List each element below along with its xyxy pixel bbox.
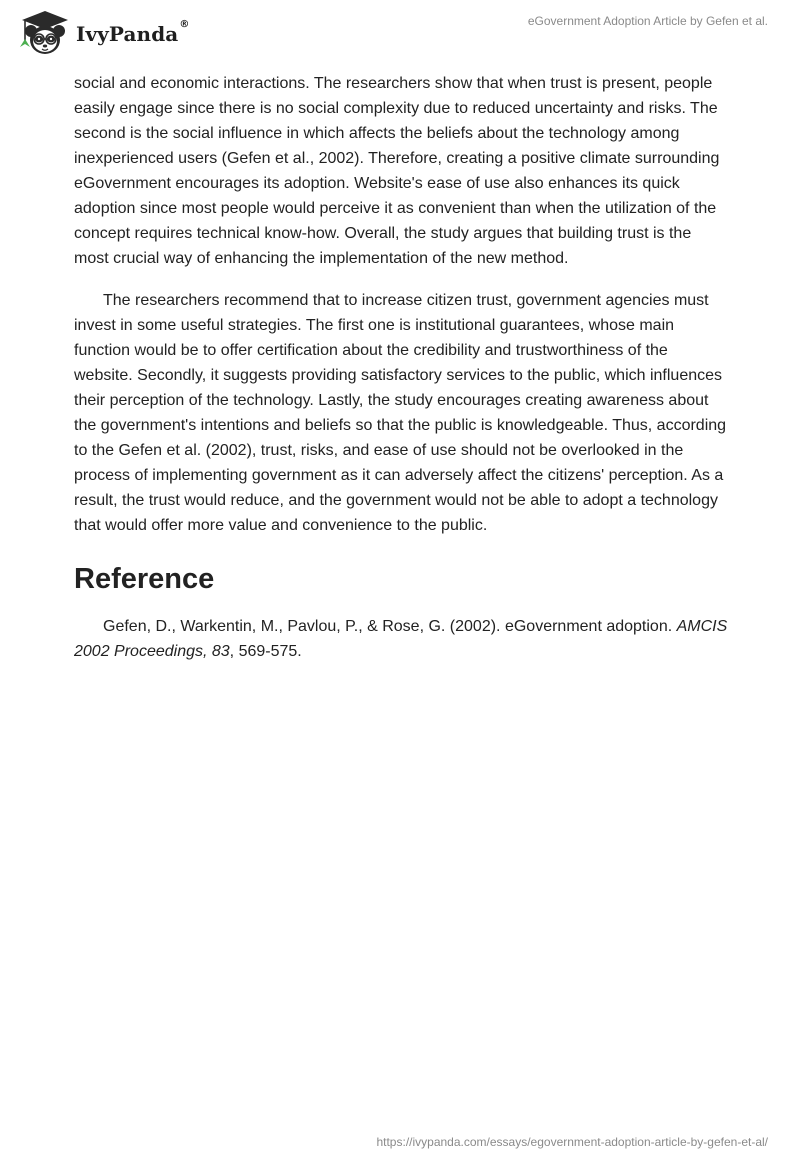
reference-entry <box>74 614 728 664</box>
body-paragraph-1: social and economic interactions. The researchers show that when trust is present, people easily engage since there is no social complexity due to reduced uncertainty and risks. The second is the social influence in which affects the beliefs about the technology among inexperienced users (Gefen et al., 2002). Therefore, creating a positive climate surrounding eGovernment encourages its adoption. Website's ease of use also enhances its quick adoption since most people would perceive it as convenient than when the utilization of the concept requires technical know-how. Overall, the study argues that building trust is the most crucial way of enhancing the implementation of the new method. <box>74 75 720 267</box>
brand-name: IvyPanda® <box>76 19 190 46</box>
reference-source: AMCIS 2002 Proceedings, 83 <box>74 618 728 660</box>
registered-mark: ® <box>179 19 190 30</box>
body-paragraph-2: The researchers recommend that to increase citizen trust, government agencies must invest in some useful strategies. The first one is institutional guarantees, whose main function would be to offer certification about the credibility and trustworthiness of the website. Secondly, it suggests providing satisfactory services to the public, which influences their perception of the technology. Lastly, the study encourages creating awareness about the government's intentions and beliefs so that the public is knowledgeable. Thus, according to the Gefen et al. (2002), trust, risks, and ease of use should not be overlooked in the process of implementing government as it can adversely affect the citizens' perception. As a result, the trust would reduce, and the government would not be able to adopt a technology that would offer more value and convenience to the public. <box>74 292 727 534</box>
page-header <box>0 0 800 70</box>
reference-pages: , 569-575. <box>229 643 302 660</box>
document-title: eGovernment Adoption Article by Gefen et al. <box>527 14 768 28</box>
reference-authors-title: Gefen, D., Warkentin, M., Pavlou, P., & Rose, G. (2002). eGovernment adoption. <box>103 618 677 635</box>
reference-heading: Reference <box>74 563 215 595</box>
essay-content <box>74 71 728 664</box>
panda-graduate-logo-icon <box>14 8 74 58</box>
source-url[interactable]: https://ivypanda.com/essays/egovernment-adoption-article-by-gefen-et-al/ <box>376 1135 768 1149</box>
ivypanda-logo[interactable] <box>14 8 189 58</box>
